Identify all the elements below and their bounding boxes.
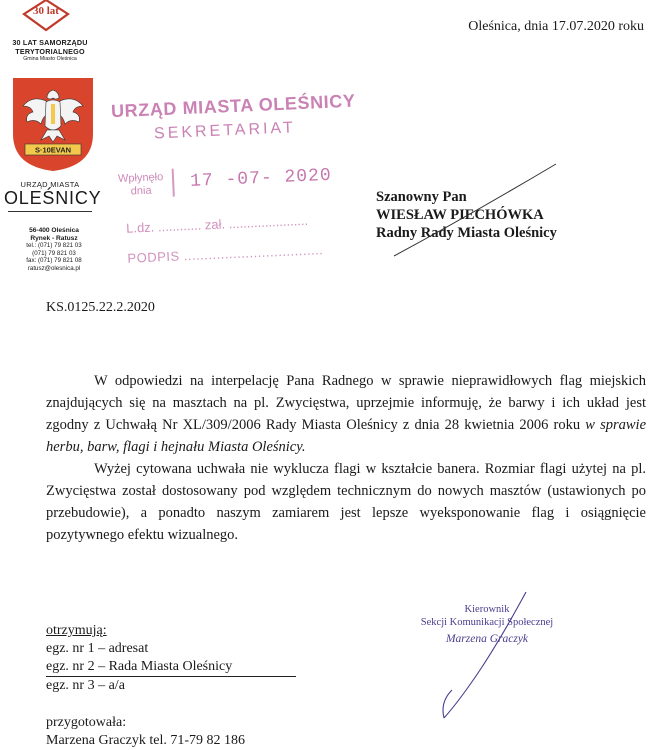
received-stamp bbox=[100, 80, 368, 271]
stamp-signature-line: PODPIS .................................. bbox=[127, 242, 324, 266]
stamp-department: SEKRETARIAT bbox=[153, 119, 297, 143]
office-address bbox=[16, 227, 92, 273]
office-name-line1: URZĄD MIASTA bbox=[20, 180, 80, 189]
address-line2: Rynek - Ratusz bbox=[30, 234, 78, 242]
recipient-item: egz. nr 3 – a/a bbox=[46, 678, 125, 693]
stamp-received-label: Wpłynęło dnia bbox=[117, 171, 164, 198]
prepared-by-name: Marzena Graczyk tel. 71-79 82 186 bbox=[46, 733, 246, 748]
anniversary-badge-text: 30 lat bbox=[33, 5, 59, 17]
city-crest-icon bbox=[11, 76, 95, 172]
address-email: ratusz@olesnica.pl bbox=[27, 264, 81, 272]
stamp-divider bbox=[172, 169, 175, 197]
crest-ribbon-text: S·10EVAN bbox=[34, 145, 72, 155]
recipient-item: egz. nr 1 – adresat bbox=[46, 641, 149, 656]
recipients-heading: otrzymują: bbox=[46, 623, 107, 638]
addressee-title: Radny Rady Miasta Oleśnicy bbox=[376, 225, 557, 241]
body-paragraph-1-resolution-title: w sprawie herbu, barw, flagi i hejnału Miasta Oleśnicy. bbox=[46, 417, 647, 455]
anniversary-logo bbox=[18, 0, 74, 34]
body-paragraph-1 bbox=[46, 370, 646, 458]
address-line1: 56-400 Oleśnica bbox=[29, 227, 79, 234]
signature-block bbox=[402, 603, 572, 646]
stamp-received-date: 17 -07- 2020 bbox=[189, 165, 333, 192]
office-divider bbox=[8, 211, 92, 212]
addressee-salutation: Szanowny Pan bbox=[376, 189, 467, 205]
address-fax: fax: (071) 79 821 08 bbox=[26, 257, 82, 265]
letter-date: Oleśnica, dnia 17.07.2020 roku bbox=[468, 19, 644, 34]
address-tel2: (071) 79 821 03 bbox=[32, 249, 76, 257]
office-name-line2: OLEŚNICY bbox=[4, 188, 102, 208]
handwritten-stroke bbox=[390, 160, 560, 260]
recipients-list bbox=[46, 622, 296, 695]
body-paragraph-2: Wyżej cytowana uchwała nie wyklucza flagi w kształcie banera. Rozmiar flagi użytej na pl. Zwycięstwa został dostosowany pod względem technicznym do nowych masztów (ustawionych po przebudowie), a ponadto naszym zamiarem jest lepsze wyeksponowanie flag i osiągnięcie pozytywnego efektu wizualnego. bbox=[46, 461, 646, 543]
letter-body bbox=[46, 370, 646, 546]
signature-role-line1: Kierownik bbox=[464, 604, 510, 615]
stamp-ldz-line: L.dz. ............ zał. ...................... bbox=[125, 212, 309, 236]
office-logotype bbox=[4, 180, 102, 212]
recipient-item: egz. nr 2 – Rada Miasta Oleśnicy bbox=[46, 659, 233, 674]
stamp-office-title: URZĄD MIASTA OLEŚNICY bbox=[110, 90, 356, 122]
prepared-by bbox=[46, 714, 245, 750]
body-paragraph-1-text: W odpowiedzi na interpelację Pana Radnego w sprawie nieprawidłowych flag miejskich znajdujących się na masztach na pl. Zwycięstwa, uprzejmie informuję, że barwy i ich układ jest zgodny z Uchwałą Nr XL/309/2006 Rady Miasta Oleśnicy z dnia 28 kwietnia 2006 roku bbox=[46, 373, 646, 433]
address-tel: tel.: (071) 79 821 03 bbox=[26, 242, 82, 250]
prepared-by-label: przygotowała: bbox=[46, 715, 127, 730]
anniversary-line1: 30 LAT SAMORZĄDU bbox=[12, 38, 88, 47]
addressee-name: WIESŁAW PIECHÓWKA bbox=[376, 207, 544, 223]
signature-name: Marzena Graczyk bbox=[445, 633, 529, 645]
signature-role-line2: Sekcji Komunikacji Społecznej bbox=[420, 617, 554, 628]
reference-number: KS.0125.22.2.2020 bbox=[46, 300, 155, 315]
anniversary-caption bbox=[4, 38, 96, 63]
anniversary-line3: Gmina Miasto Oleśnica bbox=[23, 56, 77, 62]
anniversary-line2: TERYTORIALNEGO bbox=[15, 47, 85, 56]
